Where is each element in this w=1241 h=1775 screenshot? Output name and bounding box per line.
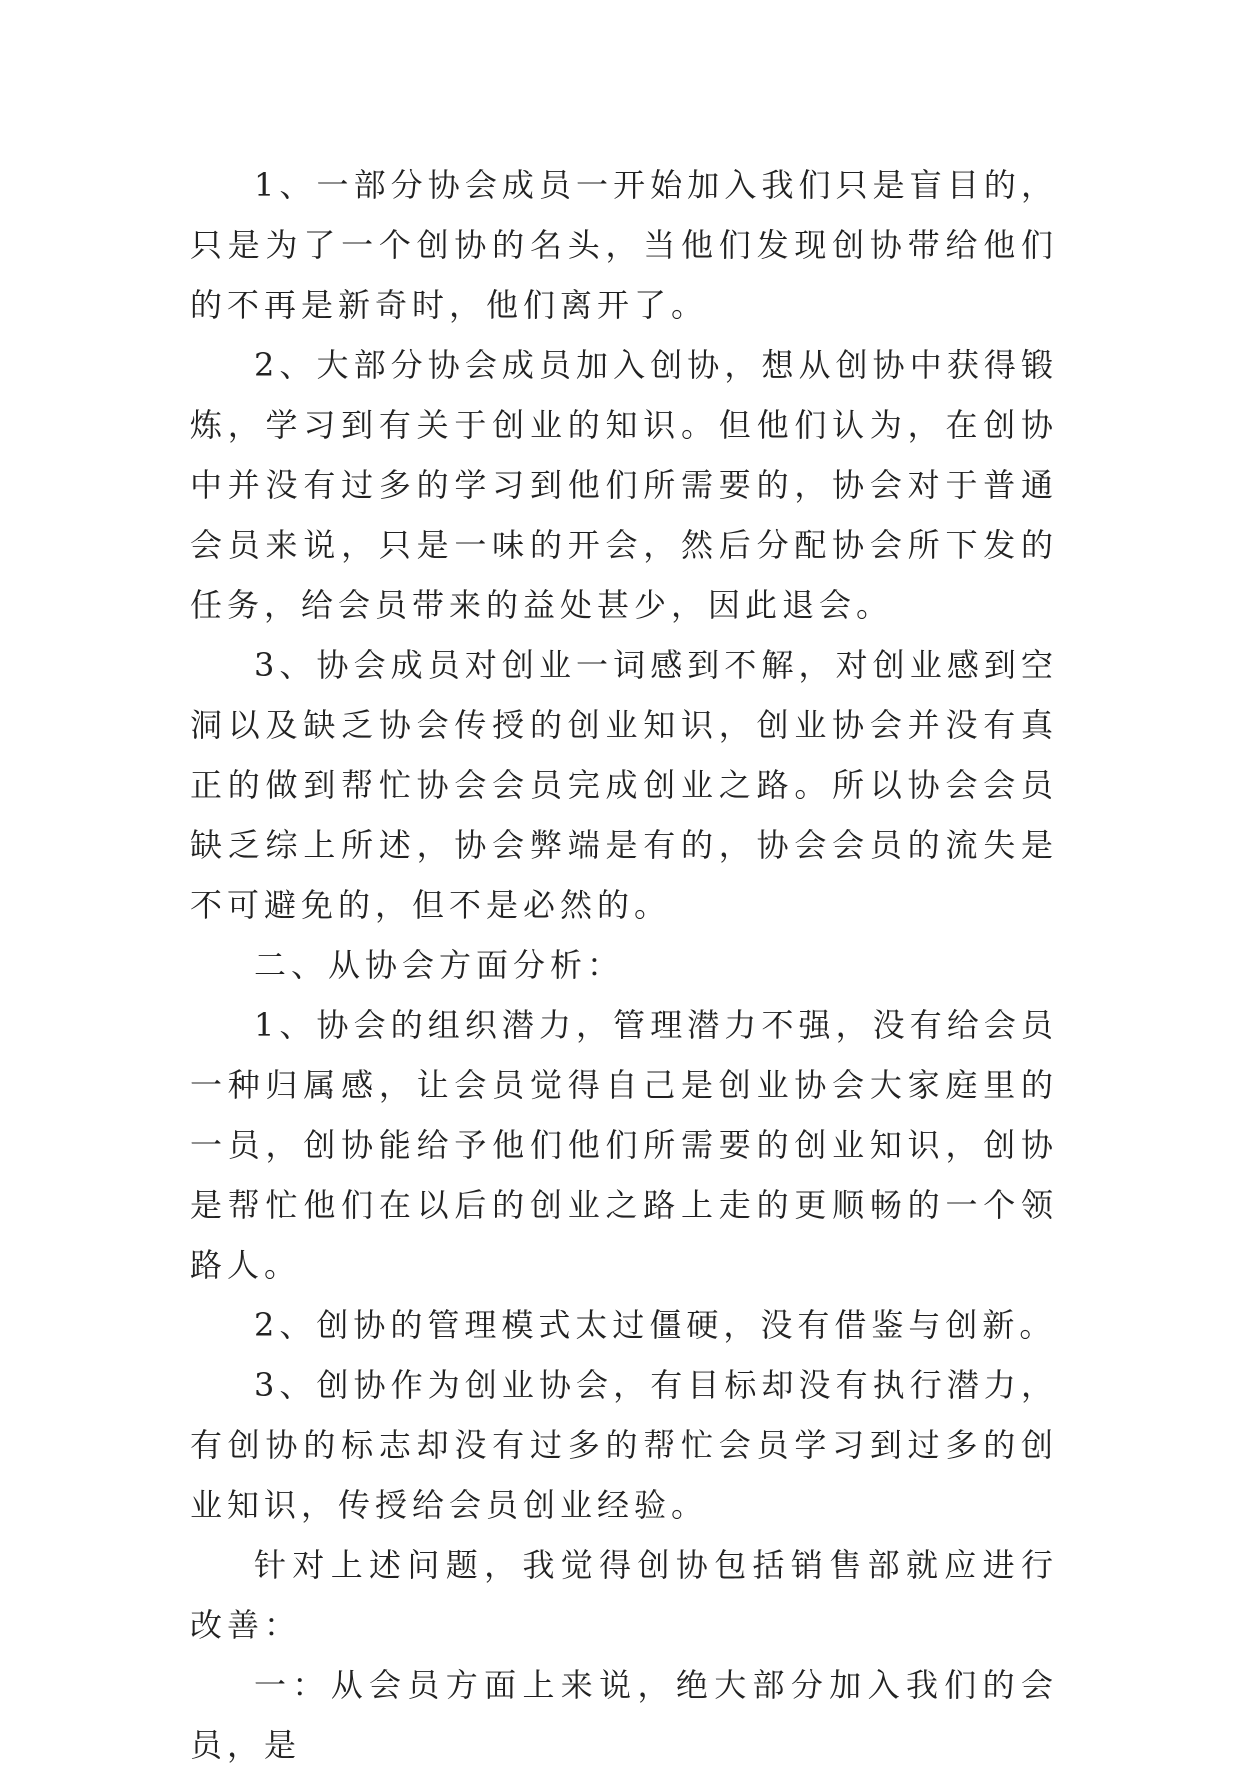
paragraph-1: 1、一部分协会成员一开始加入我们只是盲目的，只是为了一个创协的名头，当他们发现创协带给他们的不再是新奇时，他们离开了。 [190, 166, 1058, 324]
section-heading: 二、从协会方面分析： [254, 946, 625, 984]
paragraph-4: 1、协会的组织潜力，管理潜力不强，没有给会员一种归属感，让会员觉得自己是创业协会大家庭里的一员，创协能给予他们他们所需要的创业知识，创协是帮忙他们在以后的创业之路上走的更顺畅的一个领路人。 [190, 1006, 1058, 1284]
document-body [190, 155, 1058, 1775]
paragraph-8: 一：从会员方面上来说，绝大部分加入我们的会员，是 [190, 1666, 1058, 1764]
paragraph-3: 3、协会成员对创业一词感到不解，对创业感到空洞以及缺乏协会传授的创业知识，创业协会并没有真正的做到帮忙协会会员完成创业之路。所以协会会员缺乏综上所述，协会弊端是有的，协会会员的流失是不可避免的，但不是必然的。 [190, 646, 1058, 924]
paragraph-2: 2、大部分协会成员加入创协，想从创协中获得锻炼，学习到有关于创业的知识。但他们认为，在创协中并没有过多的学习到他们所需要的，协会对于普通会员来说，只是一味的开会，然后分配协会所下发的任务，给会员带来的益处甚少，因此退会。 [190, 346, 1058, 624]
paragraph-7: 针对上述问题，我觉得创协包括销售部就应进行改善： [190, 1546, 1058, 1644]
paragraph-6: 3、创协作为创业协会，有目标却没有执行潜力，有创协的标志却没有过多的帮忙会员学习到过多的创业知识，传授给会员创业经验。 [190, 1366, 1058, 1524]
paragraph-5: 2、创协的管理模式太过僵硬，没有借鉴与创新。 [254, 1306, 1057, 1344]
